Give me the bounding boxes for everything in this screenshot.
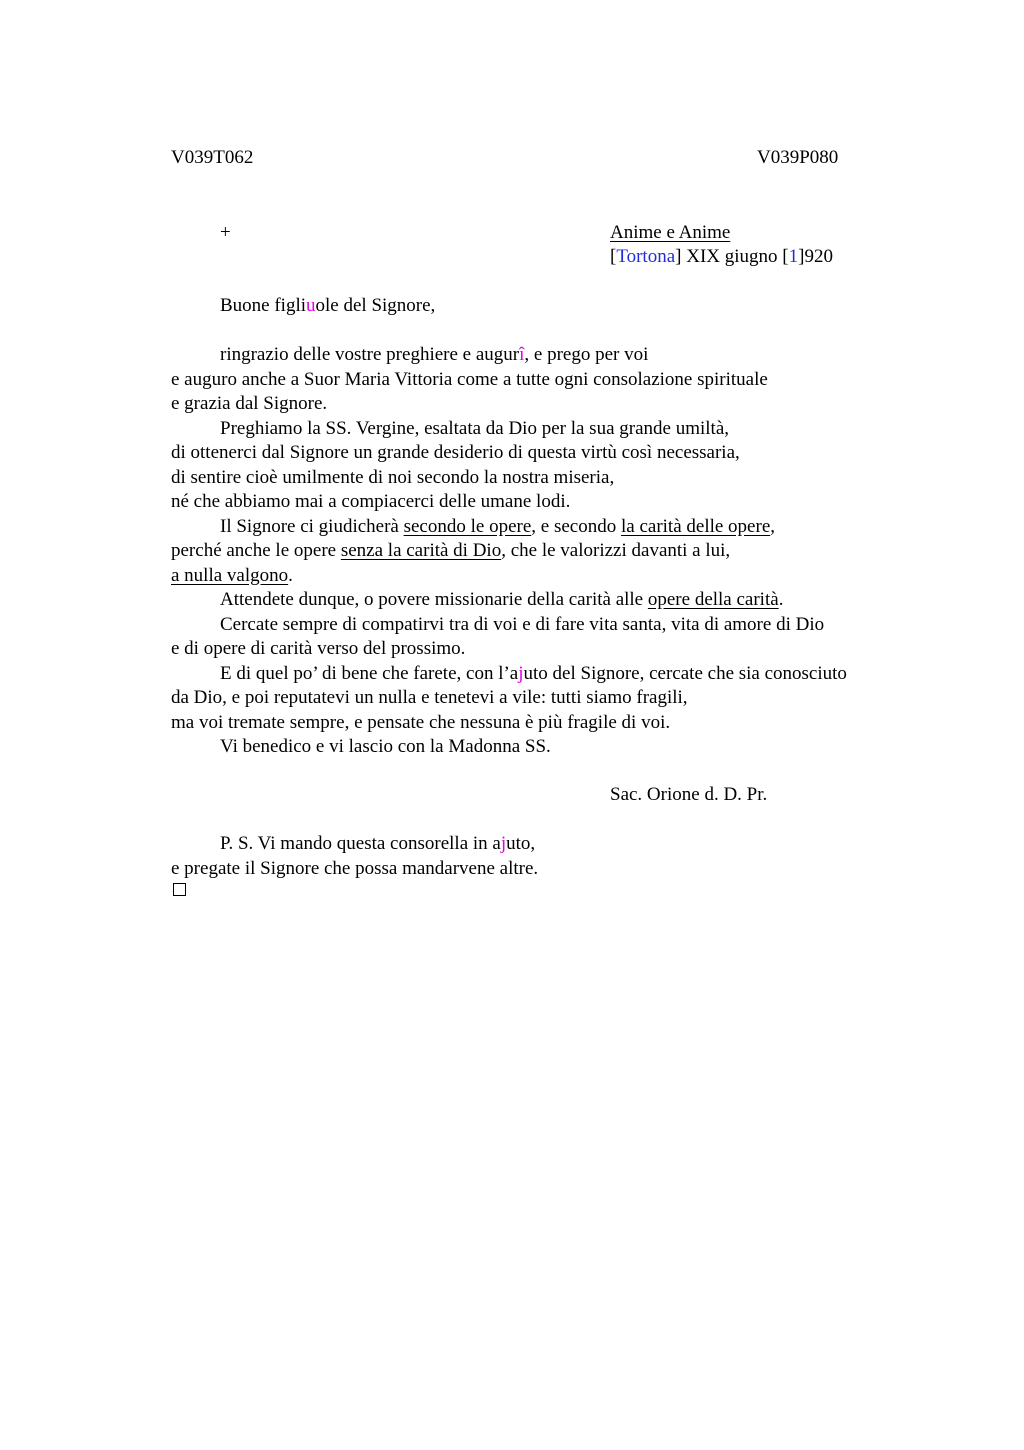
- underlined-text: secondo le opere: [403, 515, 532, 537]
- postscript: [171, 832, 538, 881]
- salutation-emendation: u: [306, 295, 316, 316]
- emendation: î: [519, 344, 525, 365]
- date-text: XIX giugno [: [681, 246, 789, 267]
- right-document-code: V039P080: [757, 147, 839, 168]
- body-line: [171, 662, 847, 687]
- end-of-document-box-icon: [173, 883, 186, 896]
- body-line: [171, 564, 847, 589]
- text: .: [778, 589, 784, 610]
- date-digit: 1: [788, 246, 799, 267]
- text: ,: [770, 515, 775, 537]
- left-document-code: V039T062: [171, 147, 254, 168]
- text: perché anche le opere: [171, 540, 341, 561]
- text: Il Signore ci giudicherà: [220, 515, 404, 537]
- body-line: [171, 588, 847, 613]
- body-line: [171, 515, 847, 540]
- body-line: da Dio, e poi reputatevi un nulla e tenetevi a vile: tutti siamo fragili,: [171, 687, 688, 708]
- underlined-text: la carità delle opere: [620, 515, 771, 537]
- text: .: [288, 564, 293, 586]
- salutation-part: ole del Signore,: [315, 295, 436, 316]
- body-line: né che abbiamo mai a compiacerci delle umane lodi.: [171, 491, 571, 512]
- text: uto,: [506, 833, 536, 854]
- body-line: Cercate sempre di compatirvi tra di voi e di fare vita santa, vita di amore di Dio: [220, 613, 825, 635]
- date-year: ]920: [798, 246, 833, 267]
- emendation: j: [500, 833, 507, 854]
- text: uto del Signore, cercate che sia conosciuto: [523, 662, 847, 684]
- underlined-text: a nulla valgono: [171, 564, 289, 586]
- body-line: Preghiamo la SS. Vergine, esaltata da Dio per la sua grande umiltà,: [220, 417, 730, 439]
- bracket-close: ]: [675, 246, 682, 267]
- text: Attendete dunque, o povere missionarie della carità alle: [220, 589, 648, 610]
- body-line: di sentire cioè umilmente di noi secondo la nostra miseria,: [171, 466, 615, 488]
- bracket-open: [: [610, 246, 617, 267]
- text: P. S. Vi mando questa consorella in a: [220, 833, 501, 854]
- body-line: di ottenerci dal Signore un grande desiderio di questa virtù così necessaria,: [171, 442, 740, 463]
- letter-body: [171, 343, 847, 760]
- postscript-line: [171, 832, 538, 857]
- body-line: e di opere di carità verso del prossimo.: [171, 638, 466, 659]
- salutation-part: Buone figli: [220, 295, 307, 316]
- text: , e secondo: [531, 515, 621, 537]
- letter-place-date: [610, 245, 833, 269]
- body-line: Vi benedico e vi lascio con la Madonna SS.: [220, 736, 551, 757]
- body-line: ma voi tremate sempre, e pensate che nessuna è più fragile di voi.: [171, 711, 671, 733]
- postscript-line: e pregate il Signore che possa mandarvene altre.: [171, 857, 539, 879]
- body-line: [171, 343, 847, 368]
- text: , e prego per voi: [524, 344, 649, 365]
- underlined-text: senza la carità di Dio: [340, 540, 502, 561]
- body-line: [171, 539, 847, 564]
- signature: Sac. Orione d. D. Pr.: [610, 784, 768, 805]
- cross-symbol: +: [220, 222, 231, 243]
- underlined-text: opere della carità: [647, 589, 779, 610]
- body-line: e auguro anche a Suor Maria Vittoria come a tutte ogni consolazione spirituale: [171, 368, 768, 390]
- place-name: Tortona: [616, 246, 676, 267]
- emendation: j: [518, 662, 524, 684]
- text: , che le valorizzi davanti a lui,: [501, 540, 731, 561]
- text: ringrazio delle vostre preghiere e augur: [220, 344, 520, 365]
- salutation: [220, 294, 435, 318]
- body-line: e grazia dal Signore.: [171, 393, 328, 414]
- text: E di quel po’ di bene che farete, con l’a: [220, 662, 519, 684]
- letter-heading-title: Anime e Anime: [610, 222, 731, 243]
